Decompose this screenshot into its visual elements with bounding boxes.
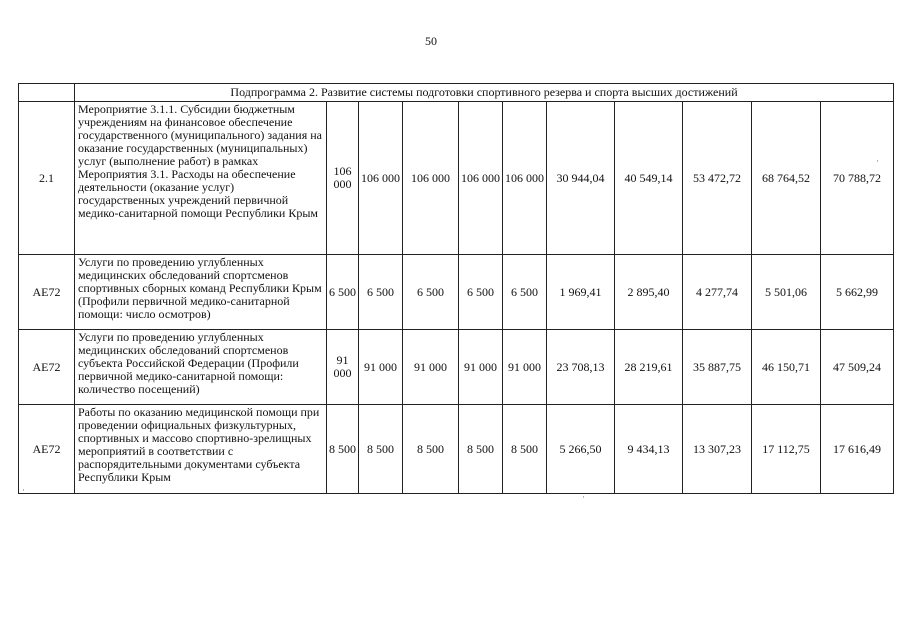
volume-cell: 106 000 — [503, 102, 547, 255]
amount-cell: 28 219,61 — [615, 330, 683, 405]
scan-speck: · — [582, 492, 585, 502]
subtitle-corner-cell — [19, 84, 75, 102]
amount-cell: 46 150,71 — [752, 330, 821, 405]
amount-cell: 53 472,72 — [683, 102, 752, 255]
volume-cell: 8 500 — [459, 405, 503, 494]
table-row — [19, 255, 894, 330]
volume-cell: 106 000 — [403, 102, 459, 255]
amount-cell: 35 887,75 — [683, 330, 752, 405]
amount-cell: 2 895,40 — [615, 255, 683, 330]
subprogram-title: Подпрограмма 2. Развитие системы подготовки спортивного резерва и спорта высших достижений — [75, 84, 894, 102]
scan-speck: · — [22, 485, 25, 495]
table-row — [19, 330, 894, 405]
amount-cell: 5 266,50 — [547, 405, 615, 494]
volume-cell: 8 500 — [327, 405, 359, 494]
scan-speck: · — [876, 156, 879, 166]
volume-cell: 6 500 — [327, 255, 359, 330]
amount-cell: 17 616,49 — [821, 405, 894, 494]
row-description: Мероприятие 3.1.1. Субсидии бюджетным учреждениям на финансовое обеспечение государственного (муниципального) задания на оказание государственных (муниципальных) услуг (выполнение работ) в рамках Мероприятия 3.1. Расходы на обеспечение деятельности (оказание услуг) государственных учреждений первичной медико-санитарной помощи Республики Крым — [75, 102, 327, 255]
amount-cell: 4 277,74 — [683, 255, 752, 330]
row-code: 2.1 — [19, 102, 75, 255]
volume-cell: 91 000 — [459, 330, 503, 405]
volume-cell: 8 500 — [359, 405, 403, 494]
row-code: АЕ72 — [19, 405, 75, 494]
volume-cell: 6 500 — [359, 255, 403, 330]
row-code: АЕ72 — [19, 330, 75, 405]
budget-table — [18, 83, 894, 494]
volume-cell: 106 000 — [459, 102, 503, 255]
amount-cell: 1 969,41 — [547, 255, 615, 330]
table-row — [19, 102, 894, 255]
volume-cell: 6 500 — [459, 255, 503, 330]
amount-cell: 40 549,14 — [615, 102, 683, 255]
volume-cell: 8 500 — [403, 405, 459, 494]
amount-cell: 9 434,13 — [615, 405, 683, 494]
volume-cell: 6 500 — [403, 255, 459, 330]
row-code: АЕ72 — [19, 255, 75, 330]
amount-cell: 30 944,04 — [547, 102, 615, 255]
amount-cell: 13 307,23 — [683, 405, 752, 494]
volume-cell: 106 000 — [327, 102, 359, 255]
volume-cell: 91 000 — [359, 330, 403, 405]
page-number: 50 — [425, 34, 437, 48]
row-description: Услуги по проведению углубленных медицинских обследований спортсменов спортивных сборных команд Республики Крым (Профили первичной медико-санитарной помощи: число осмотров) — [75, 255, 327, 330]
subtitle-row — [19, 84, 894, 102]
amount-cell: 23 708,13 — [547, 330, 615, 405]
amount-cell: 70 788,72 — [821, 102, 894, 255]
volume-cell: 91 000 — [403, 330, 459, 405]
amount-cell: 47 509,24 — [821, 330, 894, 405]
amount-cell: 17 112,75 — [752, 405, 821, 494]
row-description: Услуги по проведению углубленных медицинских обследований спортсменов субъекта Российской Федерации (Профили первичной медико-санитарной помощи: количество посещений) — [75, 330, 327, 405]
volume-cell: 8 500 — [503, 405, 547, 494]
amount-cell: 5 501,06 — [752, 255, 821, 330]
volume-cell: 106 000 — [359, 102, 403, 255]
volume-cell: 91 000 — [327, 330, 359, 405]
row-description: Работы по оказанию медицинской помощи при проведении официальных физкультурных, спортивных и массово спортивно-зрелищных мероприятий в соответствии с распорядительными документами субъекта Республики Крым — [75, 405, 327, 494]
amount-cell: 68 764,52 — [752, 102, 821, 255]
table-row — [19, 405, 894, 494]
volume-cell: 6 500 — [503, 255, 547, 330]
volume-cell: 91 000 — [503, 330, 547, 405]
amount-cell: 5 662,99 — [821, 255, 894, 330]
